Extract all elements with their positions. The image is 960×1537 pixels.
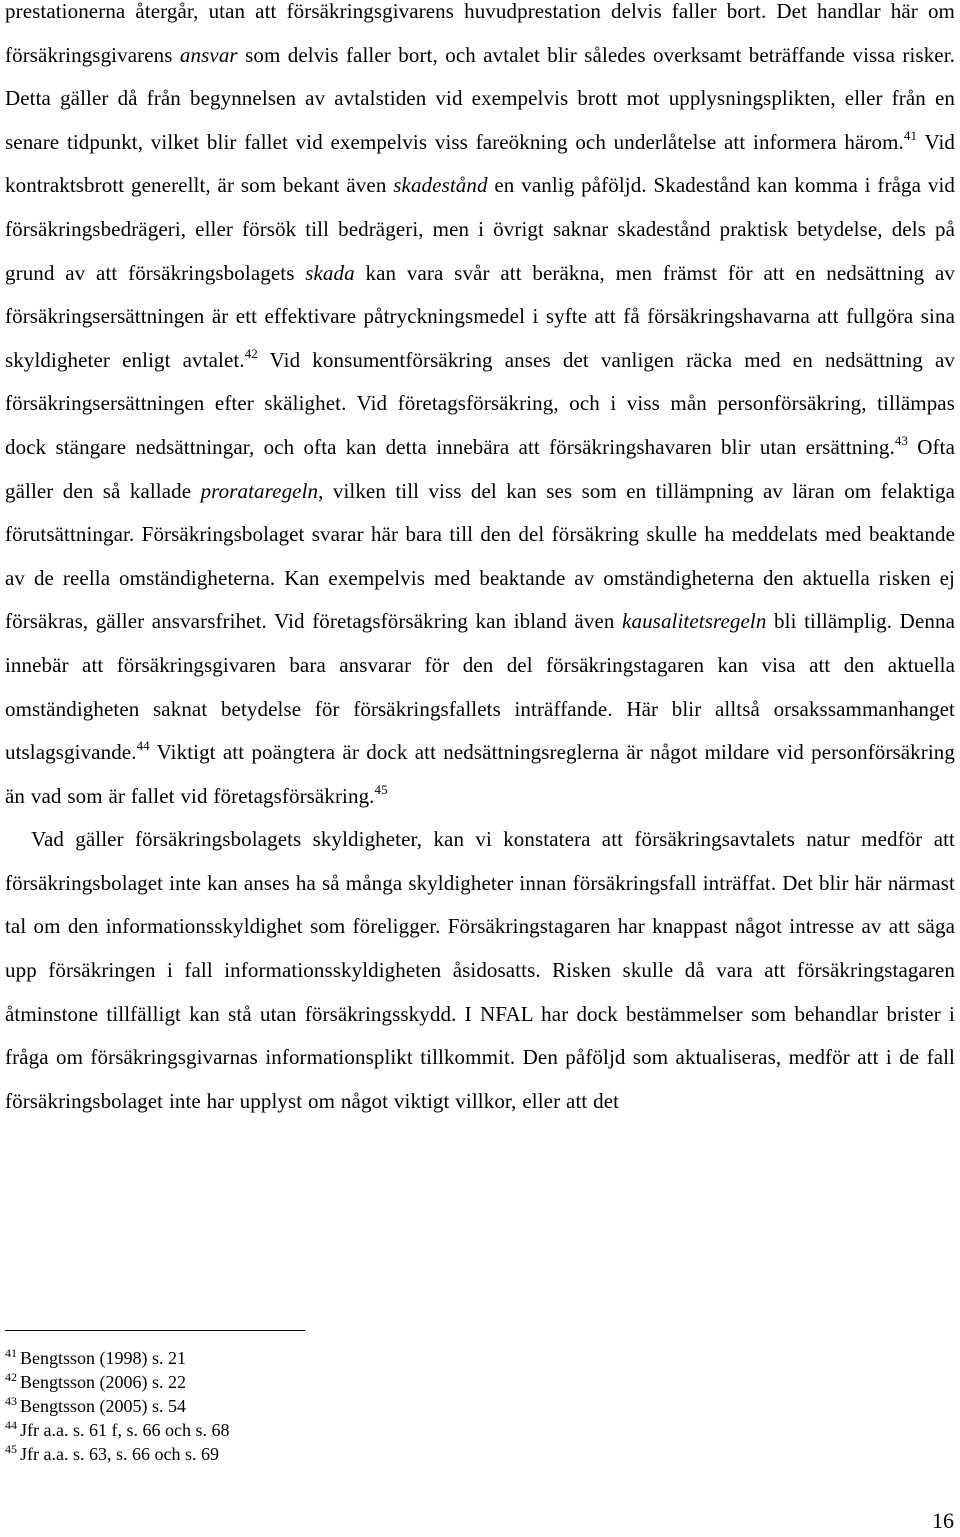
italic-term-ansvar: ansvar xyxy=(179,42,238,67)
text-run: som delvis faller bort, och avtalet blir således overksamt beträffande vissa risker. Detta gäller då från begynnelsen av avtalstiden vid exempelvis brott mot upplysningsplikten, eller från en senare tidpunkt, vilket blir fallet vid exempelvis viss fareökning och underlåtelse att informera härom. xyxy=(5,42,955,154)
italic-term-kausalitetsregeln: kausalitetsregeln xyxy=(622,609,767,634)
body-paragraph-1 xyxy=(5,0,955,818)
footnote-text: Bengtsson (2006) s. 22 xyxy=(20,1372,186,1392)
italic-term-skadestand: skadestånd xyxy=(393,173,488,198)
text-run: , vilken till viss del kan ses som en tillämpning av läran om felaktiga förutsättningar. Försäkringsbolaget svarar här bara till den del försäkring skulle ha meddelats med beaktande av de reella omständigheterna. Kan exempelvis med beaktande av omständigheterna den aktuella risken ej försäkras, gäller ansvarsfrihet. Vid företagsförsäkring kan ibland även xyxy=(5,478,955,634)
page-number: 16 xyxy=(932,1508,954,1533)
text-run: en vanlig påföljd. Skadestånd kan komma i fråga vid försäkringsbedrägeri, eller försök till bedrägeri, men i övrigt saknar skadestånd praktisk betydelse, dels på grund av att försäkringsbolagets xyxy=(5,173,955,285)
footnote-text: Bengtsson (2005) s. 54 xyxy=(20,1396,186,1416)
body-paragraph-2: Vad gäller försäkringsbolagets skyldigheter, kan vi konstatera att försäkringsavtalets natur medför att försäkringsbolaget inte kan anses ha så många skyldigheter innan försäkringsfall inträffat. Det blir här närmast tal om den informationsskyldighet som föreligger. Försäkringstagaren har knappast något intresse av att säga upp försäkringen i fall informationsskyldigheten åsidosatts. Risken skulle då vara att försäkringstagaren åtminstone tillfälligt kan stå utan försäkringsskydd. I NFAL har dock bestämmelser som behandlar brister i fråga om försäkringsgivarnas informationsplikt tillkommit. Den påföljd som aktualiseras, medför att i de fall försäkringsbolaget inte har upplyst om något viktigt villkor, eller att det xyxy=(5,827,955,1113)
italic-term-prorataregeln: prorataregeln xyxy=(200,478,319,503)
footnote-42 xyxy=(5,1370,705,1394)
text-run: Vid kontraktsbrott generellt, är som bekant även xyxy=(5,129,955,198)
footnote-43 xyxy=(5,1394,705,1418)
footnote-45 xyxy=(5,1442,705,1466)
text-run: Ofta gäller den så kallade xyxy=(5,434,955,503)
footnote-ref-42[interactable]: 42 xyxy=(244,345,258,361)
footnote-separator xyxy=(5,1330,305,1331)
footnote-number: 43 xyxy=(5,1394,17,1408)
footnote-number: 41 xyxy=(5,1346,17,1360)
text-run: Vid konsumentförsäkring anses det vanligen räcka med en nedsättning av försäkringsersättningen efter skälighet. Vid företagsförsäkring, och i viss mån personförsäkring, tillämpas dock stängare nedsättningar, och ofta kan detta innebära att försäkringshavaren blir utan ersättning. xyxy=(5,347,955,459)
footnote-ref-44[interactable]: 44 xyxy=(136,738,150,754)
footnote-ref-41[interactable]: 41 xyxy=(903,127,918,143)
footnote-text: Jfr a.a. s. 63, s. 66 och s. 69 xyxy=(20,1444,219,1464)
footnote-text: Jfr a.a. s. 61 f, s. 66 och s. 68 xyxy=(20,1420,230,1440)
text-run: Viktigt att poängtera är dock att nedsättningsreglerna är något mildare vid personförsäkring än vad som är fallet vid företagsförsäkring. xyxy=(5,740,955,808)
footnote-44 xyxy=(5,1418,705,1442)
footnote-number: 45 xyxy=(5,1442,17,1456)
text-run: bli tillämplig. Denna innebär att försäkringsgivaren bara ansvarar för den del försäkringstagaren kan visa att den aktuella omständigheten saknat betydelse för försäkringsfallets inträffande. Här blir alltså orsakssammanhanget utslagsgivande. xyxy=(5,609,955,765)
text-run: kan vara svår att beräkna, men främst för att en nedsättning av försäkringsersättningen är ett effektivare påtryckningsmedel i syfte att få försäkringshavarna att fullgöra sina skyldigheter enligt avtalet. xyxy=(5,260,955,372)
footnote-number: 44 xyxy=(5,1418,17,1432)
document-page xyxy=(5,0,955,1123)
text-run: prestationerna återgår, utan att försäkringsgivarens huvudprestation delvis faller bort. Det handlar här om försäkringsgivarens xyxy=(5,0,955,67)
footnote-ref-45[interactable]: 45 xyxy=(374,781,388,797)
footnotes-section xyxy=(5,1346,705,1466)
footnote-ref-43[interactable]: 43 xyxy=(894,432,909,448)
italic-term-skada: skada xyxy=(305,260,355,285)
footnote-text: Bengtsson (1998) s. 21 xyxy=(20,1348,186,1368)
footnote-number: 42 xyxy=(5,1370,17,1384)
footnote-41 xyxy=(5,1346,705,1370)
